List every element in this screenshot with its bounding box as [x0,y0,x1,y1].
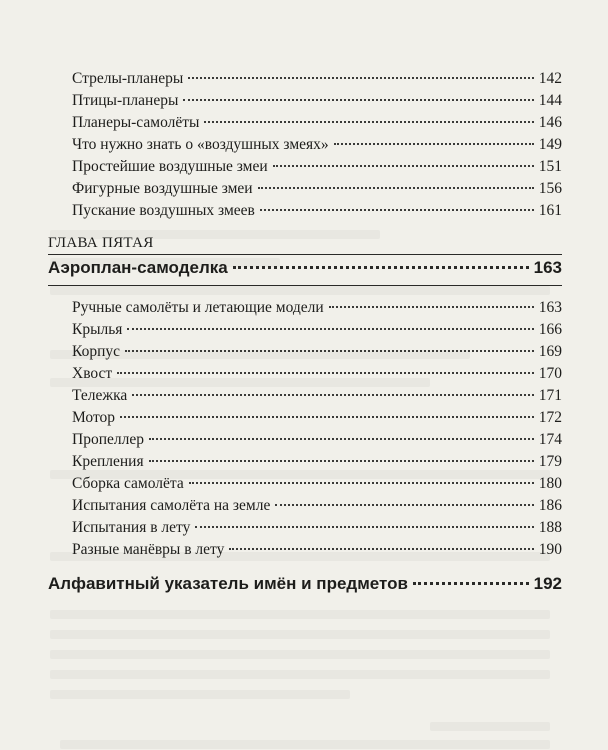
toc-entry-page: 179 [538,453,562,470]
toc-entry[interactable] [72,409,562,427]
toc-entry-title: Крепления [72,453,144,470]
toc-entry-page: 169 [538,343,562,360]
dot-leader [195,526,533,528]
chapter-rule-bottom [48,285,562,286]
toc-entry-title: Хвост [72,365,113,382]
dot-leader [334,143,534,145]
dot-leader [273,165,534,167]
toc-entry[interactable] [72,321,562,339]
dot-leader [125,350,534,352]
dot-leader [132,394,533,396]
toc-entry[interactable] [72,158,562,176]
toc-entry[interactable] [72,70,562,88]
toc-entry-page: 174 [538,431,562,448]
toc-entry-page: 163 [538,299,562,316]
toc-entry[interactable] [72,387,562,405]
chapter-title: Аэроплан-самоделка [48,258,228,277]
toc-entry-title: Простейшие воздушные змеи [72,158,268,175]
toc-entry-page: 151 [538,158,562,175]
toc-entry-page: 186 [538,497,562,514]
toc-entry-title: Стрелы-планеры [72,70,184,87]
dot-leader [258,187,534,189]
toc-entry-title: Испытания в лету [72,519,191,536]
index-entry[interactable] [48,574,562,594]
toc-entry-page: 144 [538,92,562,109]
toc-entry[interactable] [72,299,562,317]
toc-entry-title: Корпус [72,343,120,360]
dot-leader [183,99,533,101]
dot-leader [275,504,533,506]
toc-entry-title: Что нужно знать о «воздушных змеях» [72,136,329,153]
toc-entry-page: 172 [538,409,562,426]
dot-leader [149,438,534,440]
chapter-title-entry[interactable] [48,258,562,278]
toc-entry-title: Птицы-планеры [72,92,179,109]
dot-leader [127,328,533,330]
chapter-rule-top [48,254,562,255]
toc-entry-title: Крылья [72,321,123,338]
index-entry-title: Алфавитный указатель имён и предметов [48,574,408,593]
toc-entry-page: 171 [538,387,562,404]
toc-entry[interactable] [72,519,562,537]
index-entry-page: 192 [533,574,562,593]
toc-entry-page: 161 [538,202,562,219]
dot-leader [117,372,534,374]
dot-leader [188,77,533,79]
dot-leader [149,460,534,462]
toc-entry-title: Фигурные воздушные змеи [72,180,253,197]
dot-leader [413,582,529,585]
toc-entry-title: Пускание воздушных змеев [72,202,255,219]
toc-entry-title: Тележка [72,387,128,404]
toc-entry[interactable] [72,431,562,449]
toc-entry[interactable] [72,114,562,132]
toc-entry-title: Разные манёвры в лету [72,541,225,558]
dot-leader [229,548,533,550]
toc-entry[interactable] [72,180,562,198]
toc-entry-title: Планеры-самолёты [72,114,200,131]
toc-entry-page: 188 [538,519,562,536]
toc-entry-page: 146 [538,114,562,131]
dot-leader [120,416,534,418]
toc-entry-page: 190 [538,541,562,558]
toc-entry[interactable] [72,92,562,110]
toc-entry-title: Мотор [72,409,116,426]
chapter-page: 163 [533,258,562,277]
toc-entry-page: 166 [538,321,562,338]
toc-entry[interactable] [72,497,562,515]
toc-entry-title: Испытания самолёта на земле [72,497,271,514]
toc-entry-page: 156 [538,180,562,197]
toc-entry[interactable] [72,202,562,220]
chapter-label: ГЛАВА ПЯТАЯ [48,235,154,251]
toc-entry[interactable] [72,365,562,383]
toc-entry-page: 180 [538,475,562,492]
toc-entry-title: Сборка самолёта [72,475,184,492]
toc-entry[interactable] [72,453,562,471]
toc-entry-page: 142 [538,70,562,87]
dot-leader [260,209,534,211]
toc-entry[interactable] [72,541,562,559]
toc-entry-page: 170 [538,365,562,382]
toc-entry-title: Пропеллер [72,431,144,448]
dot-leader [329,306,534,308]
toc-entry-title: Ручные самолёты и летающие модели [72,299,324,316]
toc-entry-page: 149 [538,136,562,153]
dot-leader [204,121,533,123]
toc-entry[interactable] [72,136,562,154]
toc-entry[interactable] [72,343,562,361]
toc-entry[interactable] [72,475,562,493]
dot-leader [189,482,534,484]
dot-leader [233,266,529,269]
